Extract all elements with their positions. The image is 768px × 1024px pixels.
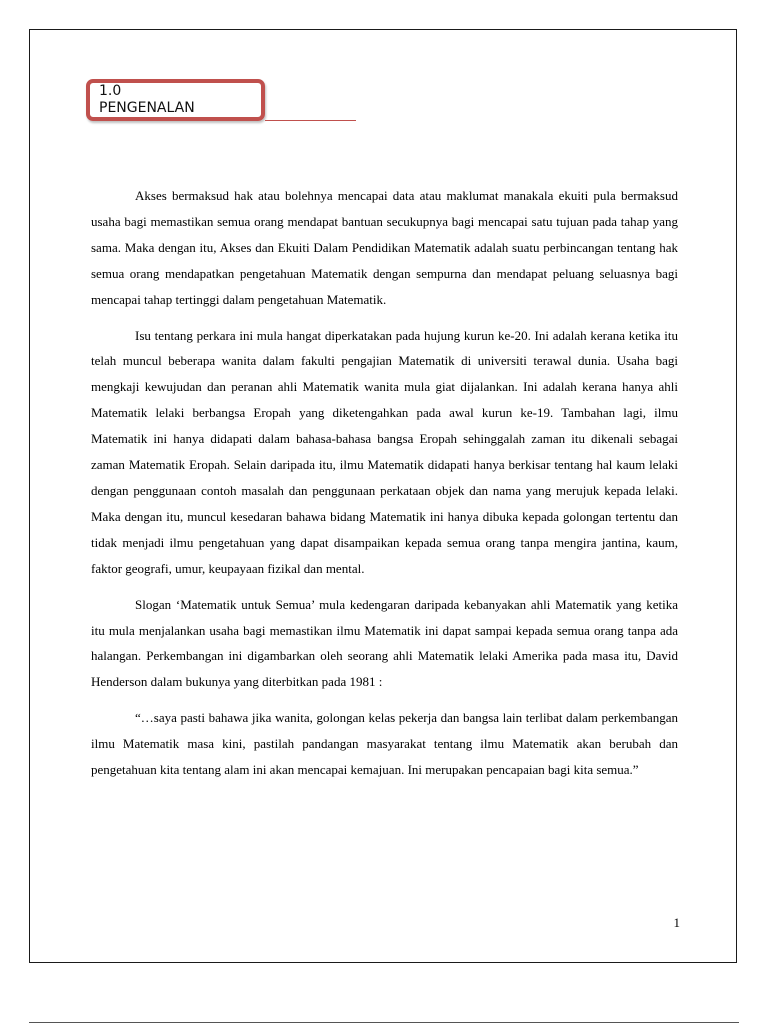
next-page-divider <box>29 1022 739 1023</box>
paragraph-2: Isu tentang perkara ini mula hangat diperkatakan pada hujung kurun ke-20. Ini adalah kerana ketika itu telah muncul beberapa wanita dalam fakulti pengajian Matematik di universiti terawal dunia. Usaha bagi mengkaji kewujudan dan peranan ahli Matematik wanita mula giat dijalankan. Ini adalah kerana hanya ahli Matematik lelaki berbangsa Eropah yang diketengahkan pada awal kurun ke-19. Tambahan lagi, ilmu Matematik ini hanya didapati dalam bahasa-bahasa bangsa Eropah sehinggalah zaman itu dikenali sebagai zaman Matematik Eropah. Selain daripada itu, ilmu Matematik didapati hanya berkisar tentang hal kaum lelaki dengan penggunaan contoh masalah dan penggunaan perkataan objek dan nama yang merujuk kepada lelaki. Maka dengan itu, muncul kesedaran bahawa bidang Matematik ini hanya dibuka kepada golongan tertentu dan tidak menjadi ilmu pengetahuan yang dapat disampaikan kepada semua orang tanpa mengira jantina, kaum, faktor geografi, umur, keupayaan fizikal dan mental. <box>91 327 678 576</box>
body-text <box>91 183 678 793</box>
paragraph-3: Slogan ‘Matematik untuk Semua’ mula kedengaran daripada kebanyakan ahli Matematik yang ketika itu mula menjalankan usaha bagi memastikan ilmu Matematik ini dapat sampai kepada semua orang tanpa ada halangan. Perkembangan ini digambarkan oleh seorang ahli Matematik lelaki Amerika pada masa itu, David Henderson dalam bukunya yang diterbitkan pada 1981 : <box>91 596 678 690</box>
paragraph-1: Akses bermaksud hak atau bolehnya mencapai data atau maklumat manakala ekuiti pula bermaksud usaha bagi memastikan semua orang mendapat bantuan secukupnya bagi mencapai satu tujuan pada tahap yang sama. Maka dengan itu, Akses dan Ekuiti Dalam Pendidikan Matematik adalah suatu perbincangan tentang hak semua orang mendapatkan pengetahuan Matematik dengan sempurna dan mendapat peluang seluasnya bagi mencapai tahap tertinggi dalam pengetahuan Matematik. <box>91 188 678 307</box>
page-number: 1 <box>673 915 680 930</box>
quote-paragraph: “…saya pasti bahawa jika wanita, golongan kelas pekerja dan bangsa lain terlibat dalam perkembangan ilmu Matematik masa kini, pastilah pandangan masyarakat tentang ilmu Matematik akan berubah dan pengetahuan kita tentang alam ini akan mencapai kemajuan. Ini merupakan pencapaian bagi kita semua.” <box>91 710 678 778</box>
section-heading: 1.0 PENGENALAN <box>99 83 195 116</box>
heading-underline <box>265 120 356 121</box>
